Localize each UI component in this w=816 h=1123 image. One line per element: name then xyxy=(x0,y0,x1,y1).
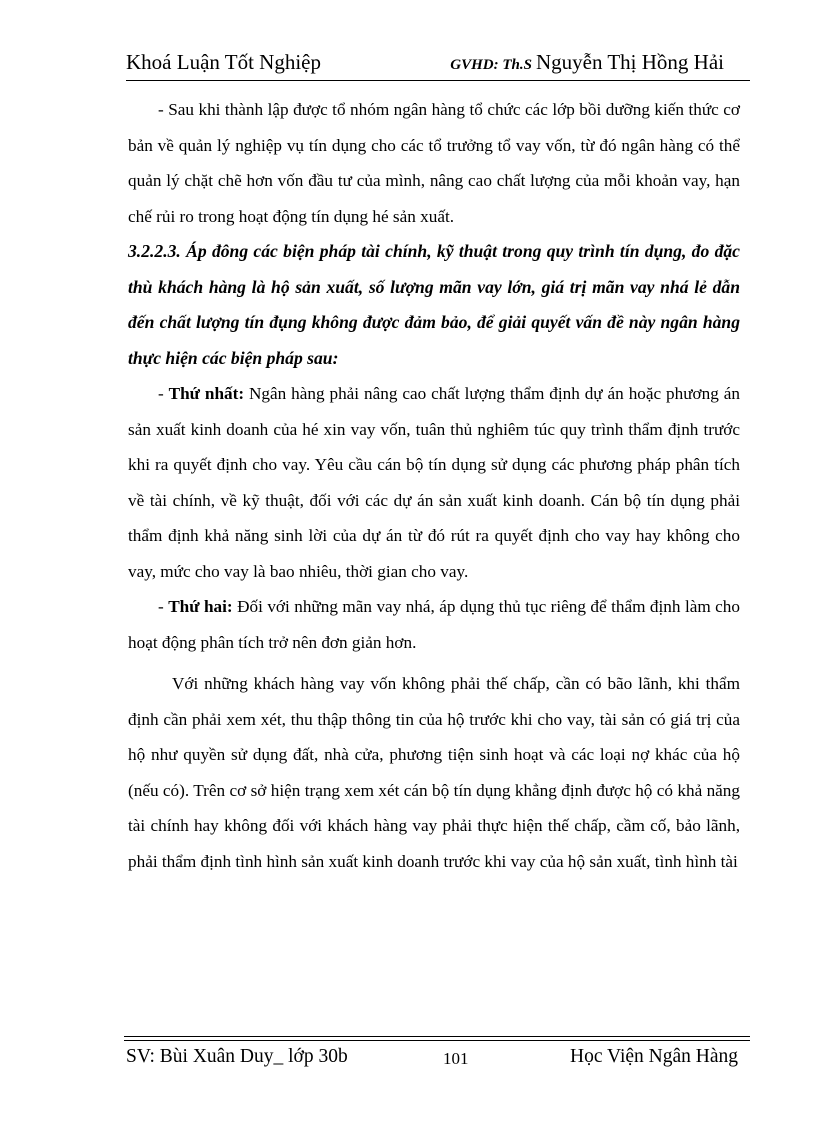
paragraph-2-text: Ngân hàng phải nâng cao chất lượng thẩm định dự án hoặc phương án sản xuất kinh doanh của hé xin vay vốn, tuân thủ nghiêm túc quy trình thẩm định trước khi ra quyết định cho vay. Yêu cầu cán bộ tín dụng sử dụng các phương pháp phân tích về tài chính, về kỹ thuật, đối với các dự án sản xuất kinh doanh. Cán bộ tín dụng phải thẩm định khả năng sinh lời của dự án từ đó rút ra quyết định cho vay hay không cho vay, mức cho vay là bao nhiêu, thời gian cho vay. xyxy=(128,384,740,581)
paragraph-2-label: Thứ nhất: xyxy=(168,384,245,403)
paragraph-1: - Sau khi thành lập được tổ nhóm ngân hàng tổ chức các lớp bồi dưỡng kiến thức cơ bản về quản lý nghiệp vụ tín dụng cho các tổ trưởng tổ vay vốn, từ đó ngân hàng có thể quản lý chặt chẽ hơn vốn đầu tư của mình, nâng cao chất lượng của mỗi khoản vay, hạn chế rủi ro trong hoạt động tín dụng hé sản xuất. xyxy=(128,100,740,226)
institution-name: Học Viện Ngân Hàng xyxy=(570,1046,738,1067)
paragraph-3-text: Đối với những mãn vay nhá, áp dụng thủ tục riêng để thẩm định làm cho hoạt động phân tích trở nên đơn giản hơn. xyxy=(128,597,740,652)
advisor-info xyxy=(450,50,724,75)
paragraph-3-prefix: - xyxy=(158,597,169,616)
page-header xyxy=(126,50,740,82)
advisor-prefix: GVHD: Th.S xyxy=(450,57,532,73)
thesis-label: Khoá Luận Tốt Nghiệp xyxy=(126,50,321,74)
page-body xyxy=(128,92,740,879)
paragraph-3-label: Thứ hai: xyxy=(168,597,233,616)
paragraph-2-prefix: - xyxy=(158,384,169,403)
paragraph-2 xyxy=(128,376,740,589)
page-footer xyxy=(126,1046,738,1076)
header-divider xyxy=(126,80,750,81)
footer-divider-bottom xyxy=(124,1040,750,1041)
student-info: SV: Bùi Xuân Duy_ lớp 30b xyxy=(126,1046,348,1067)
footer-divider-top xyxy=(124,1036,750,1037)
advisor-name: Nguyễn Thị Hồng Hải xyxy=(535,50,724,74)
section-heading: 3.2.2.3. Áp đông các biện pháp tài chính, kỹ thuật trong quy trình tín dụng, đo đặc thù khách hàng là hộ sản xuất, số lượng mãn vay lớn, giá trị mãn vay nhá lẻ dẫn đến chất lượng tín đụng không được đảm bảo, để giải quyết vấn đề này ngân hàng thực hiện các biện pháp sau: xyxy=(128,241,740,368)
paragraph-4: Với những khách hàng vay vốn không phải thế chấp, cần có bão lãnh, khi thẩm định cần phải xem xét, thu thập thông tin của hộ trước khi cho vay, tài sản có giá trị của hộ như quyền sử dụng đất, nhà cửa, phương tiện sinh hoạt và các loại nợ khác của hộ (nếu có). Trên cơ sở hiện trạng xem xét cán bộ tín dụng khẳng định được hộ có khả năng tài chính hay không đối với khách hàng vay phải thực hiện thế chấp, cầm cố, bảo lãnh, phải thẩm định tình hình sản xuất kinh doanh trước khi vay của hộ sản xuất, tình hình tài xyxy=(128,674,740,871)
page-number: 101 xyxy=(443,1049,469,1068)
paragraph-3 xyxy=(128,589,740,660)
